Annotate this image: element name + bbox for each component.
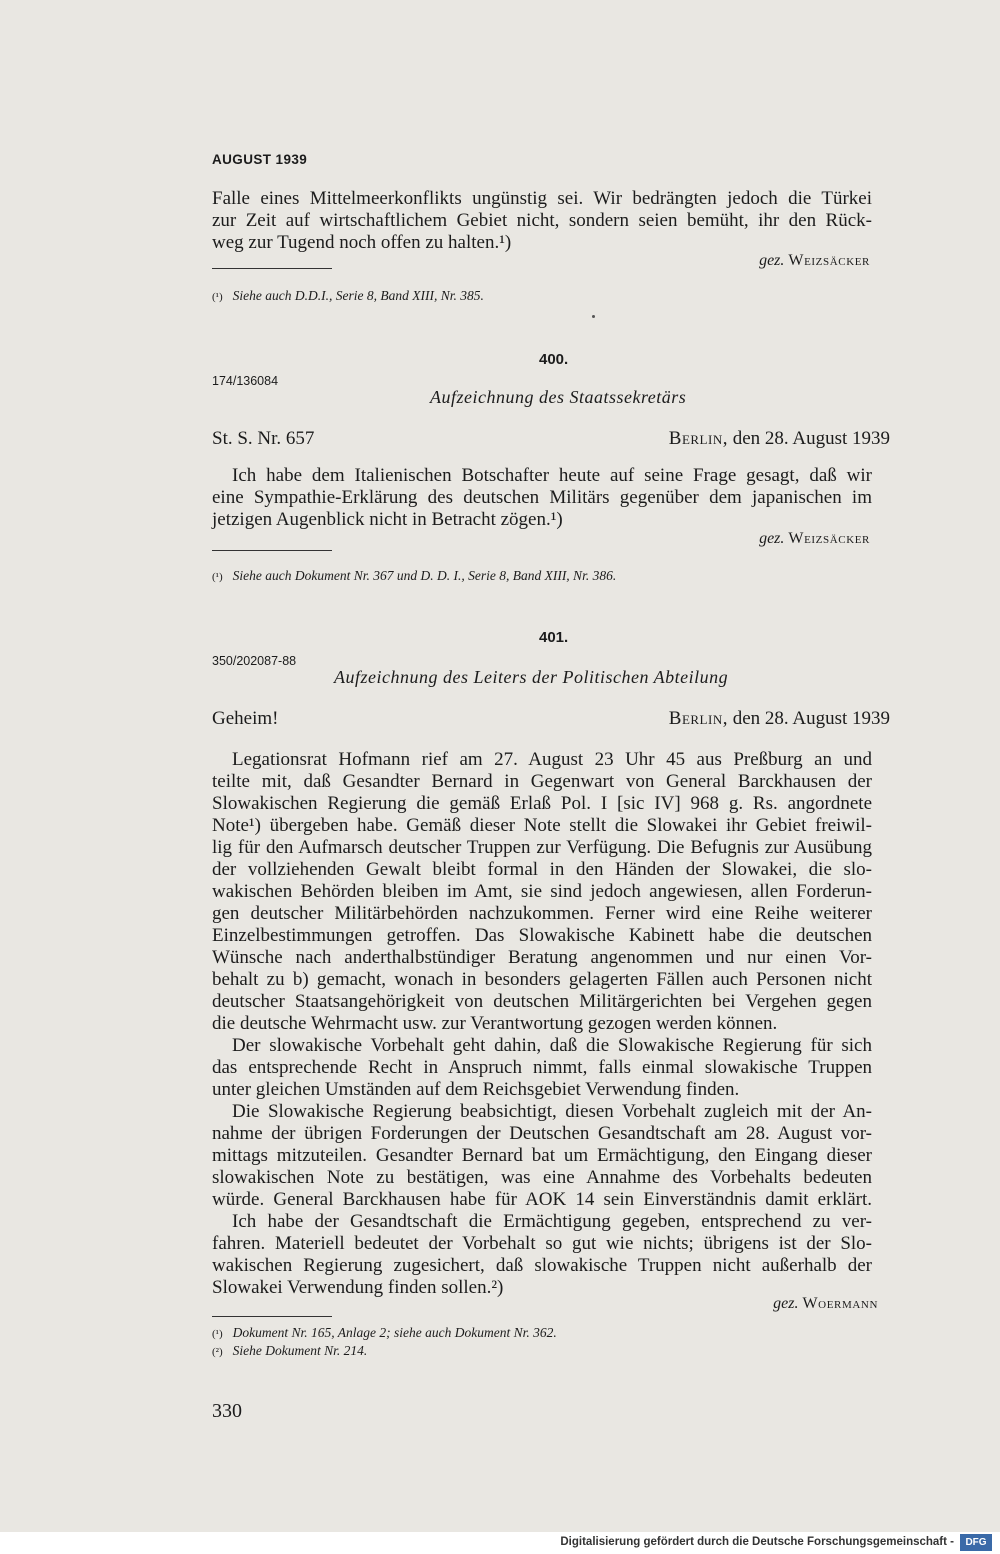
signature-name: Woermann	[802, 1295, 878, 1312]
signature-prefix: gez.	[759, 530, 785, 547]
document-number: 400.	[539, 351, 569, 368]
paragraph-line: behalt zu b) gemacht, wonach in besonders gelagerten Fällen auch Personen nicht	[212, 969, 872, 990]
footnote	[212, 1343, 367, 1359]
paragraph-line-2: eine Sympathie-Erklärung des deutschen Militärs gegenüber dem japanischen im	[212, 487, 872, 508]
signature-prefix: gez.	[759, 252, 785, 269]
paragraph-line: das entsprechende Recht in Anspruch nimmt, falls einmal slowakische Truppen	[212, 1057, 872, 1078]
paragraph-line: wakischen Regierung zugesichert, daß slowakische Truppen nicht außerhalb der	[212, 1255, 872, 1276]
paragraph-line: deutscher Staatsangehörigkeit von deutschen Militärgerichten bei Vergehen gegen	[212, 991, 872, 1012]
document-title: Aufzeichnung des Leiters der Politischen Abteilung	[334, 667, 729, 687]
place-date	[669, 428, 890, 450]
place: Berlin,	[668, 708, 728, 729]
paragraph-line: Die Slowakische Regierung beabsichtigt, diesen Vorbehalt zugleich mit der An-	[232, 1101, 872, 1122]
footnote-number: (¹)	[212, 571, 223, 583]
signature	[759, 530, 870, 548]
paragraph-line-1: Ich habe dem Italienischen Botschafter heute auf seine Frage gesagt, daß wir	[232, 465, 872, 486]
paragraph-line: mittags mitzuteilen. Gesandter Bernard bat um Ermächtigung, den Eingang dieser	[212, 1145, 872, 1166]
paragraph-line: Ich habe der Gesandtschaft die Ermächtigung gegeben, entsprechend zu ver-	[232, 1211, 872, 1232]
document-number: 401.	[539, 629, 569, 646]
paragraph-line: nahme der übrigen Forderungen der Deutschen Gesandtschaft am 28. August vor-	[212, 1123, 872, 1144]
signature-name: Weizsäcker	[788, 530, 870, 547]
date: den 28. August 1939	[732, 428, 890, 449]
banner-text: Digitalisierung gefördert durch die Deutsche Forschungsgemeinschaft -	[560, 1536, 954, 1548]
footnote-text: Siehe auch Dokument Nr. 367 und D. D. I., Serie 8, Band XIII, Nr. 386.	[232, 568, 617, 583]
paragraph-line-3: jetzigen Augenblick nicht in Betracht zögen.¹)	[212, 509, 563, 530]
file-reference: 174/136084	[212, 374, 279, 388]
reference-number: St. S. Nr. 657	[212, 428, 315, 449]
paragraph-line: Der slowakische Vorbehalt geht dahin, daß die Slowakische Regierung für sich	[232, 1035, 872, 1056]
footnote-number: (¹)	[212, 291, 223, 303]
stray-mark	[592, 315, 595, 318]
paragraph-line: slowakischen Note zu bestätigen, was eine Annahme des Vorbehalts bedeuten	[212, 1167, 872, 1188]
signature	[759, 252, 870, 270]
place: Berlin,	[668, 428, 728, 449]
footnote-rule	[212, 268, 332, 269]
footnote-text: Dokument Nr. 165, Anlage 2; siehe auch Dokument Nr. 362.	[232, 1325, 557, 1340]
footnote-text: Siehe Dokument Nr. 214.	[232, 1343, 368, 1358]
intro-line-3: weg zur Tugend noch offen zu halten.¹)	[212, 232, 512, 253]
paragraph-line: Wünsche nach anderthalbstündiger Beratung angenommen und nur einen Vor-	[212, 947, 872, 968]
paragraph-line: unter gleichen Umständen auf dem Reichsgebiet Verwendung finden.	[212, 1079, 740, 1100]
signature	[773, 1295, 878, 1313]
footnote-rule	[212, 550, 332, 551]
paragraph-line: wakischen Behörden bleiben im Amt, sie sind jedoch angewiesen, allen Forderun-	[212, 881, 872, 902]
footnote-text: Siehe auch D.D.I., Serie 8, Band XIII, Nr. 385.	[232, 288, 484, 303]
footnote	[212, 288, 484, 304]
paragraph-line: teilte mit, daß Gesandter Bernard in Gegenwart von General Barckhausen der	[212, 771, 872, 792]
page-number: 330	[212, 1400, 242, 1422]
classification: Geheim!	[212, 708, 279, 729]
paragraph-line: die deutsche Wehrmacht usw. zur Verantwortung gezogen werden können.	[212, 1013, 778, 1034]
paragraph-line: Slowakei Verwendung finden sollen.²)	[212, 1277, 504, 1298]
document-title: Aufzeichnung des Staatssekretärs	[430, 387, 687, 407]
paragraph-line: Note¹) übergeben habe. Gemäß dieser Note stellt die Slowakei ihr Gebiet freiwil-	[212, 815, 872, 836]
dfg-logo-icon: DFG	[960, 1534, 992, 1551]
file-reference: 350/202087-88	[212, 654, 297, 668]
intro-line-2: zur Zeit auf wirtschaftlichem Gebiet nicht, sondern seien bemüht, ihr den Rück-	[212, 210, 872, 231]
paragraph-line: würde. General Barckhausen habe für AOK 14 sein Einverständnis damit erklärt.	[212, 1189, 872, 1210]
paragraph-line: lig für den Aufmarsch deutscher Truppen zur Verfügung. Die Befugnis zur Ausübung	[212, 837, 872, 858]
signature-prefix: gez.	[773, 1295, 799, 1312]
date: den 28. August 1939	[732, 708, 890, 729]
intro-line-1: Falle eines Mittelmeerkonflikts ungünstig sei. Wir bedrängten jedoch die Türkei	[212, 188, 872, 209]
footnote-number: (²)	[212, 1346, 223, 1358]
place-date	[669, 708, 890, 730]
paragraph-line: der vollziehenden Gewalt bleibt formal in den Händen der Slowakei, die slo-	[212, 859, 872, 880]
paragraph-line: Einzelbestimmungen getroffen. Das Slowakische Kabinett habe die deutschen	[212, 925, 872, 946]
paragraph-line: Legationsrat Hofmann rief am 27. August 23 Uhr 45 aus Preßburg an und	[232, 749, 872, 770]
paragraph-line: gen deutscher Militärbehörden nachzukommen. Ferner wird eine Reihe weiterer	[212, 903, 872, 924]
paragraph-line: Slowakischen Regierung die gemäß Erlaß Pol. I [sic IV] 968 g. Rs. angordnete	[212, 793, 872, 814]
signature-name: Weizsäcker	[788, 252, 870, 269]
footnote-number: (¹)	[212, 1328, 223, 1340]
paragraph-line: fahren. Materiell bedeutet der Vorbehalt so gut wie nichts; übrigens ist der Slo-	[212, 1233, 872, 1254]
footnote	[212, 568, 616, 584]
footnote	[212, 1325, 557, 1341]
footnote-rule	[212, 1316, 332, 1317]
running-header: AUGUST 1939	[212, 152, 308, 167]
